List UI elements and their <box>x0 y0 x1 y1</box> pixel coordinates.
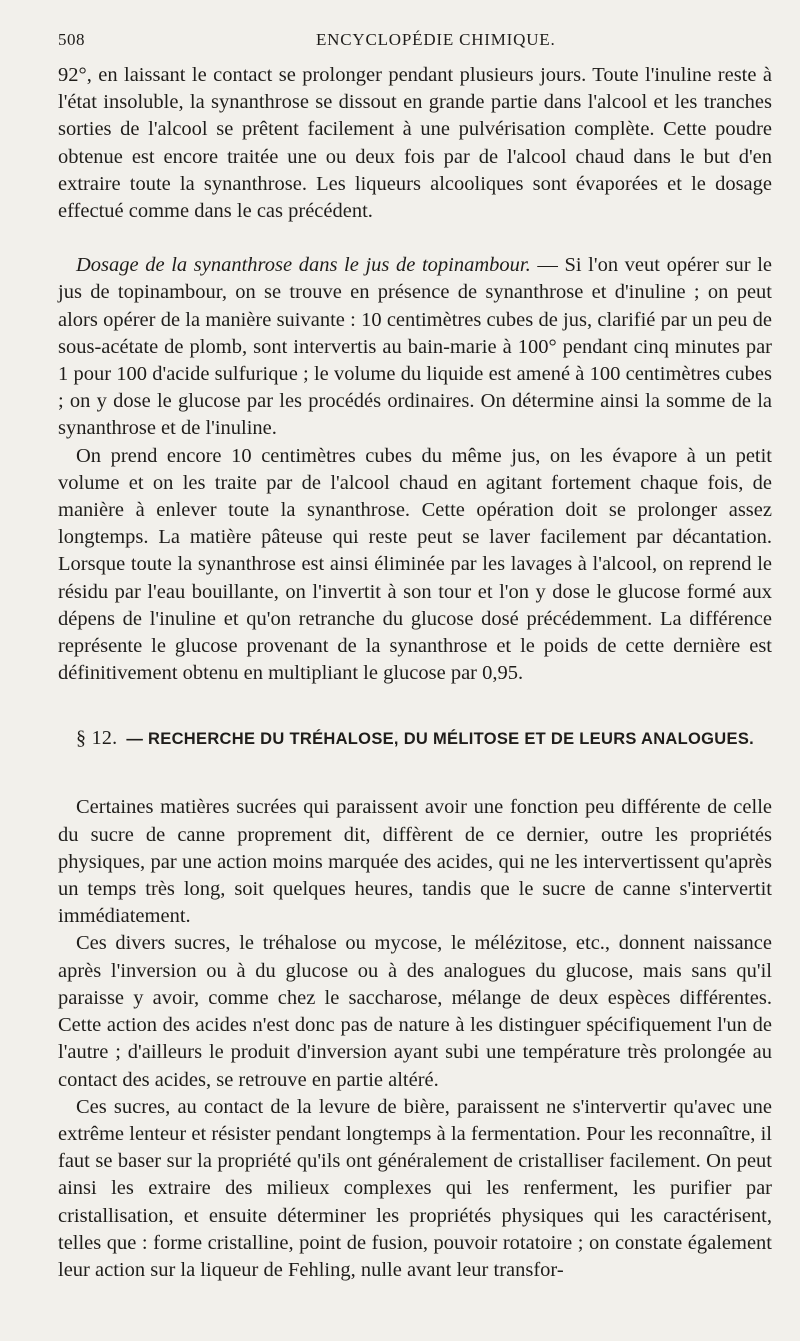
paragraph-second-sample: On prend encore 10 centimètres cubes du même jus, on les évapore à un petit volume et on les traite par de l'alcool chaud en agitant fortement chaque fois, de manière à enlever toute la synanthrose. Cette opération doit se prolonger assez longtemps. La matière pâteuse qui reste peut se laver facilement par décantation. Lorsque toute la synanthrose est ainsi éliminée par les lavages à l'alcool, on reprend le résidu par l'eau bouillante, on l'invertit à son tour et l'on y dose le glucose formé aux dépens de l'inuline et qu'on retranche du glucose dosé précédemment. La différence représente le glucose provenant de la synanthrose et le poids de cette dernière est définitivement obtenu en multipliant le glucose par 0,95. <box>58 444 772 685</box>
page-number: 508 <box>58 30 85 49</box>
paragraph-dosage <box>58 252 772 442</box>
section-number: § 12. <box>75 727 118 750</box>
paragraph-run-in-title: Dosage de la synanthrose dans le jus de topinambour. <box>76 254 531 277</box>
section-title: — RECHERCHE DU TRÉHALOSE, DU MÉLITOSE ET DE LEURS ANALOGUES. <box>126 730 755 749</box>
running-title: ENCYCLOPÉDIE CHIMIQUE. <box>316 30 556 49</box>
em-dash: — <box>530 254 565 277</box>
paragraph-fermentation: Ces sucres, au contact de la levure de bière, paraissent ne s'intervertir qu'avec une extrême lenteur et résister pendant longtemps à la fermentation. Pour les reconnaître, il faut se baser sur la propriété qu'ils ont généralement de cristalliser facilement. On peut ainsi les extraire des milieux complexes qui les renferment, les purifier par cristallisation, et ensuite déterminer les propriétés physiques qui les caractérisent, telles que : forme cristalline, point de fusion, pouvoir rotatoire ; on constate également leur action sur la liqueur de Fehling, nulle avant leur transfor- <box>58 1095 772 1281</box>
running-head <box>58 30 772 62</box>
paragraph-continuation: 92°, en laissant le contact se prolonger pendant plusieurs jours. Toute l'inuline reste à l'état insoluble, la synanthrose se dissout en grande partie dans l'alcool et les tranches sorties de l'alcool se prêtent facilement à une pulvérisation complète. Cette poudre obtenue est encore traitée une ou deux fois par de l'alcool chaud dans le but d'en extraire toute la synanthrose. Les liqueurs alcooliques sont évaporées et le dosage effectué comme dans le cas précédent. <box>58 64 772 223</box>
paragraph-gap <box>58 225 772 252</box>
section-heading <box>58 727 772 750</box>
paragraph-intro-sugars: Certaines matières sucrées qui paraissent avoir une fonction peu différente de celle du sucre de canne proprement dit, diffèrent de ce dernier, outre les propriétés physiques, par une action moins marquée des acides, qui ne les intervertissent qu'après un temps très long, soit quelques heures, tandis que le sucre de canne s'intervertit immédiatement. <box>58 796 772 928</box>
paragraph-inversion: Ces divers sucres, le tréhalose ou mycose, le mélézitose, etc., donnent naissance après l'inversion ou à du glucose ou à des analogues du glucose, mais sans qu'il paraisse y avoir, comme chez le saccharose, mélange de deux espèces différentes. Cette action des acides n'est donc pas de nature à les distinguer spécifiquement l'un de l'autre ; d'ailleurs le produit d'inversion ayant subi une température très prolongée au contact des acides, se retrouve en partie altéré. <box>58 932 772 1091</box>
paragraph-dosage-text: Si l'on veut opérer sur le jus de topinambour, on se trouve en présence de synanthrose et d'inuline ; on peut alors opérer de la manière suivante : 10 centimètres cubes de jus, clarifié par un peu de sous-acétate de plomb, sont intervertis au bain-marie à 100° pendant cinq minutes par 1 pour 100 d'acide sulfurique ; le volume du liquide est amené à 100 centimètres cubes ; on y dose le glucose par les procédés ordinaires. On détermine ainsi la somme de la synanthrose et de l'inuline. <box>58 254 773 440</box>
body-text <box>58 62 772 1284</box>
